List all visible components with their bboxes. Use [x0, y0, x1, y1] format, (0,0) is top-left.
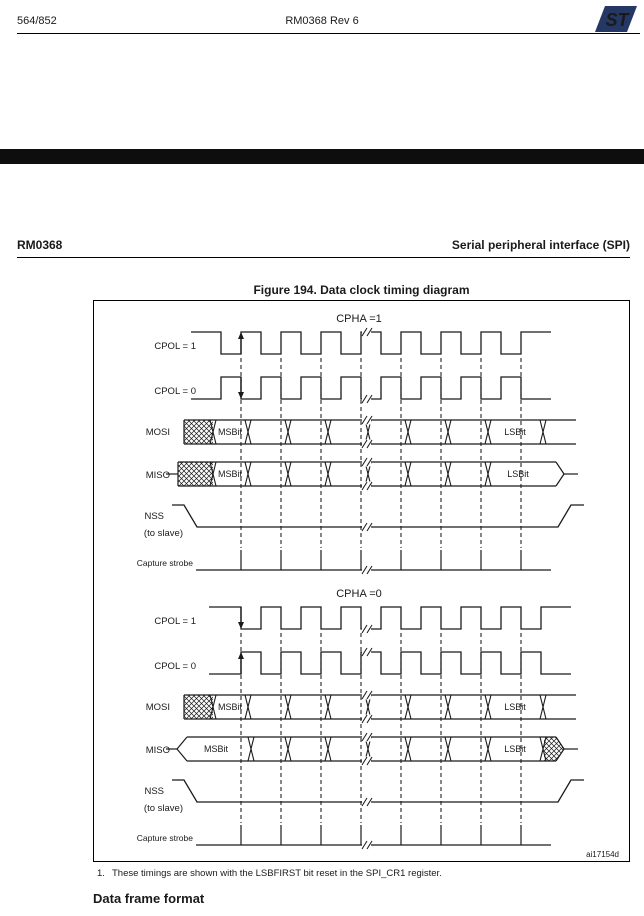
- document-revision: RM0368 Rev 6: [285, 15, 359, 27]
- mosi-lsbit: LSBit: [504, 427, 526, 437]
- capture-label: Capture strobe: [136, 558, 193, 568]
- mosi-msbit: MSBit: [217, 427, 243, 437]
- st-logo-icon: [595, 6, 637, 32]
- undefined-data-hatch: [178, 462, 213, 486]
- st-logo-text: ST: [605, 10, 629, 30]
- figure-image-ref: ai17154d: [586, 850, 619, 859]
- section-divider-bar: [0, 149, 644, 164]
- miso-msbit: MSBit: [217, 469, 243, 479]
- cpha-title: CPHA =0: [336, 588, 382, 600]
- miso-lsbit: LSBit: [507, 469, 529, 479]
- nss-waveform: [172, 505, 584, 527]
- subheader-rule: [17, 257, 630, 258]
- miso-close: [556, 462, 564, 474]
- cpol0-label: CPOL = 0: [154, 661, 196, 672]
- chapter-title: Serial peripheral interface (SPI): [451, 238, 630, 252]
- timing-diagram-svg: [94, 301, 629, 861]
- undefined-data-hatch: [184, 695, 213, 719]
- section-heading: Data frame format: [93, 891, 205, 906]
- cpol1-label: CPOL = 1: [154, 616, 196, 627]
- miso-lsbit: LSBit: [504, 744, 526, 754]
- header-rule: [17, 33, 640, 34]
- miso-msbit: MSBit: [203, 744, 229, 754]
- figure-frame: [93, 300, 630, 862]
- miso-label: MISO: [145, 745, 170, 756]
- nss-label: NSS: [144, 786, 164, 797]
- miso-label: MISO: [145, 470, 170, 481]
- page-number: 564/852: [17, 15, 57, 27]
- mosi-msbit: MSBit: [217, 702, 243, 712]
- mosi-label: MOSI: [145, 427, 170, 438]
- capture-arrow-head: [238, 392, 244, 399]
- capture-arrow-head: [238, 332, 244, 339]
- undefined-data-hatch: [544, 737, 564, 761]
- footnote-text: These timings are shown with the LSBFIRST bit reset in the SPI_CR1 register.: [112, 868, 442, 879]
- manual-id: RM0368: [17, 238, 63, 252]
- capture-label: Capture strobe: [136, 833, 193, 843]
- cpol0-waveform: [209, 652, 571, 674]
- undefined-data-hatch: [184, 420, 213, 444]
- cpol0-label: CPOL = 0: [154, 386, 196, 397]
- cpol1-waveform: [209, 607, 571, 629]
- miso-open: [177, 737, 187, 749]
- footnote-number: 1.: [97, 868, 105, 879]
- nss-label: NSS: [144, 511, 164, 522]
- nss-sublabel: (to slave): [143, 803, 183, 814]
- nss-sublabel: (to slave): [143, 528, 183, 539]
- mosi-lsbit: LSBit: [504, 702, 526, 712]
- capture-arrow-head: [238, 652, 244, 659]
- cpha-title: CPHA =1: [336, 313, 382, 325]
- miso-close: [556, 474, 564, 486]
- footnote: [97, 868, 442, 879]
- miso-open: [177, 749, 187, 761]
- cpol1-label: CPOL = 1: [154, 341, 196, 352]
- mosi-label: MOSI: [145, 702, 170, 713]
- figure-caption: Figure 194. Data clock timing diagram: [253, 283, 470, 297]
- cpha-section-0: [137, 588, 584, 850]
- cpha-section-1: [137, 313, 584, 575]
- nss-waveform: [172, 780, 584, 802]
- capture-arrow-head: [238, 622, 244, 629]
